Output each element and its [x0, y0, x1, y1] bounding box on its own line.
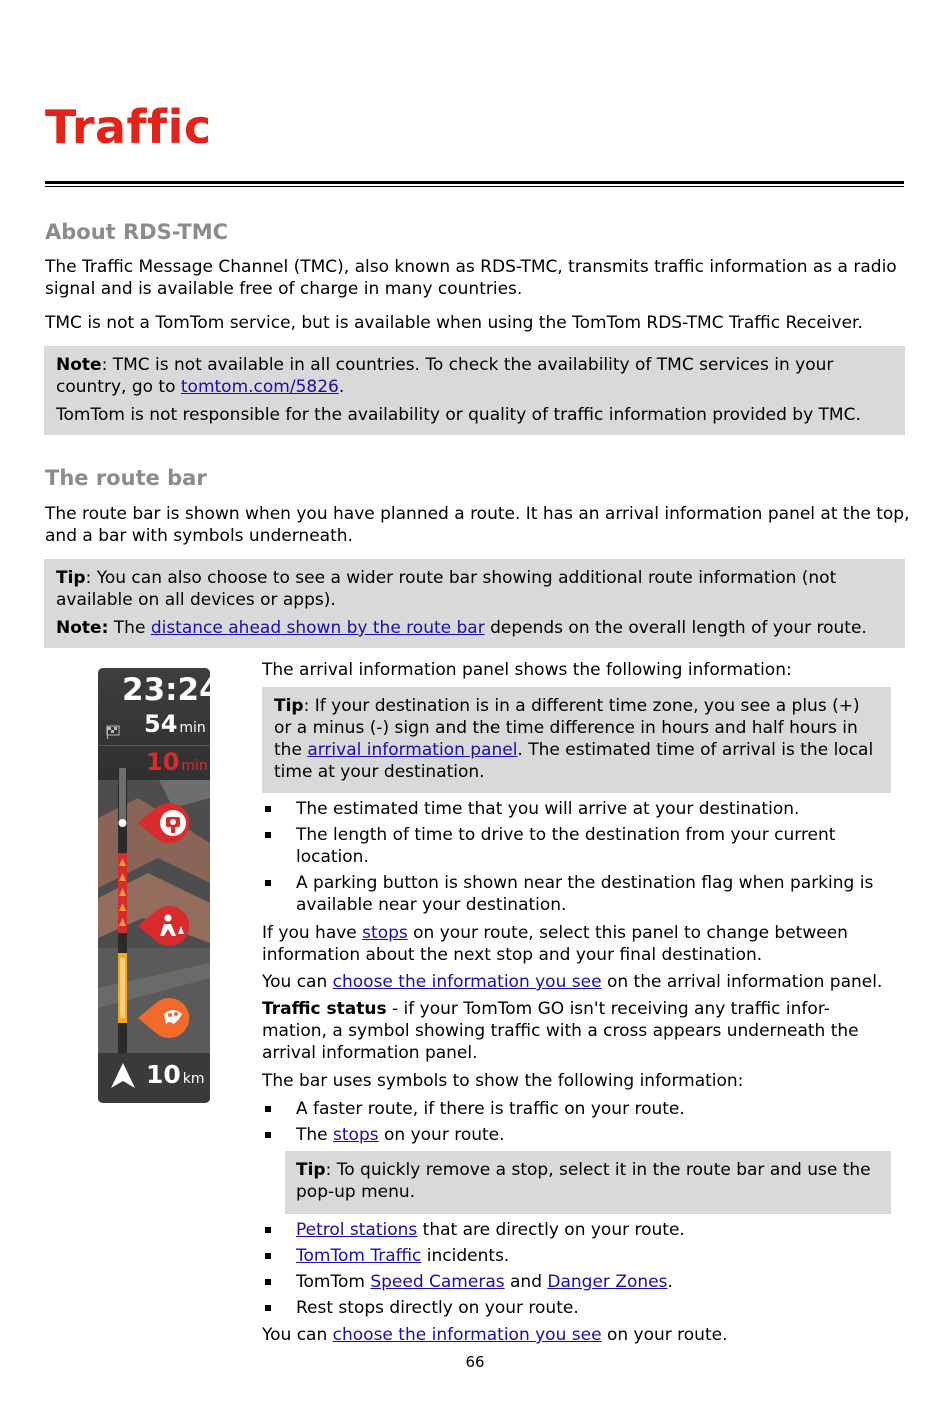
- tip-wider-route-bar: Tip: You can also choose to see a wider route bar showing additional route information (not available on all devices or apps).: [56, 568, 837, 610]
- distance-to-next: 10 km: [146, 1060, 205, 1089]
- distance-ahead-link[interactable]: distance ahead shown by the route bar: [150, 618, 485, 638]
- tip-label: Tip: [56, 568, 86, 588]
- list-item: TomTom Traffic incidents.: [262, 1245, 882, 1267]
- paragraph-route-bar-intro: The route bar is shown when you have planned a route. It has an arrival information panel at the top, and a bar with symbols underneath.: [45, 504, 910, 546]
- page-number: 66: [465, 1353, 485, 1371]
- paragraph-choose-info: You can choose the information you see on the arrival information panel.: [262, 972, 883, 992]
- paragraph-traffic-status: Traffic status - if your TomTom GO isn't receiving any traffic infor-mation, a symbol showing traffic with a cross appears underneath the arrival information panel.: [262, 999, 859, 1063]
- remaining-duration: 54 min: [144, 710, 206, 738]
- list-item: The length of time to drive to the destination from your current location.: [262, 824, 882, 868]
- symbols-list-1: [262, 1098, 882, 1146]
- arrival-time: 23:24: [122, 672, 221, 708]
- section-heading-route-bar: The route bar: [45, 466, 207, 490]
- tip-remove-stop: Tip: To quickly remove a stop, select it in the route bar and use the pop-up menu.: [296, 1160, 871, 1202]
- paragraph-tmc-intro: The Traffic Message Channel (TMC), also known as RDS-TMC, transmits traffic information as a radio signal and is available free of charge in many countries.: [45, 257, 897, 299]
- arrival-panel-intro: The arrival information panel shows the following information:: [262, 660, 792, 680]
- danger-zones-link[interactable]: Danger Zones: [547, 1272, 668, 1292]
- paragraph-symbols-intro: The bar uses symbols to show the following information:: [262, 1071, 744, 1091]
- list-item: TomTom Speed Cameras and Danger Zones.: [262, 1271, 882, 1293]
- stops-link-2[interactable]: stops: [333, 1125, 379, 1145]
- petrol-stations-link[interactable]: Petrol stations: [296, 1220, 418, 1240]
- note-box-tmc: [44, 346, 905, 435]
- tip-box-time-zone: [262, 687, 891, 793]
- traffic-delay: 10 min: [146, 748, 208, 776]
- tomtom-link[interactable]: tomtom.com/5826: [180, 377, 339, 397]
- arrival-info-list: [262, 798, 882, 916]
- note-label: Note: [56, 355, 102, 375]
- list-item: The stops on your route.: [262, 1124, 882, 1146]
- list-item: Petrol stations that are directly on your route.: [262, 1219, 882, 1241]
- paragraph-stops: If you have stops on your route, select this panel to change between information about the next stop and your final destination.: [262, 923, 848, 965]
- route-bar-illustration: [98, 668, 221, 1103]
- note-tmc-responsibility: TomTom is not responsible for the availability or quality of traffic information provided by TMC.: [56, 405, 861, 425]
- paragraph-tmc-service: TMC is not a TomTom service, but is available when using the TomTom RDS-TMC Traffic Receiver.: [45, 313, 863, 333]
- tip-time-zone: Tip: If your destination is in a different time zone, you see a plus (+) or a minus (-) sign and the time difference in hours and half hours in the arrival information panel. The estimated time of arrival is the local time at your destination.: [274, 696, 874, 782]
- tomtom-traffic-link[interactable]: TomTom Traffic: [296, 1246, 422, 1266]
- page-title: Traffic: [45, 100, 212, 154]
- arrival-info-panel-link[interactable]: arrival information panel: [307, 740, 518, 760]
- list-item: Rest stops directly on your route.: [262, 1297, 882, 1319]
- speed-cameras-link[interactable]: Speed Cameras: [370, 1272, 505, 1292]
- list-item: A faster route, if there is traffic on your route.: [262, 1098, 882, 1120]
- title-rule-thin: [45, 186, 904, 187]
- paragraph-choose-info-route: You can choose the information you see on your route.: [262, 1325, 728, 1345]
- symbols-list-2: [262, 1219, 882, 1319]
- note-distance-ahead: Note: The distance ahead shown by the route bar depends on the overall length of your route.: [56, 618, 867, 638]
- title-rule: [45, 181, 904, 184]
- tip-box-route-bar: [44, 559, 905, 648]
- list-item: A parking button is shown near the destination flag when parking is available near your destination.: [262, 872, 882, 916]
- stops-link[interactable]: stops: [362, 923, 408, 943]
- note-tmc-availability: Note: TMC is not available in all countries. To check the availability of TMC services in your country, go to tomtom.com/5826.: [56, 355, 834, 397]
- choose-info-link[interactable]: choose the information you see: [332, 972, 602, 992]
- section-heading-rds-tmc: About RDS-TMC: [45, 220, 229, 244]
- tip-box-remove-stop: [285, 1151, 891, 1214]
- choose-info-link-2[interactable]: choose the information you see: [332, 1325, 602, 1345]
- list-item: The estimated time that you will arrive at your destination.: [262, 798, 882, 820]
